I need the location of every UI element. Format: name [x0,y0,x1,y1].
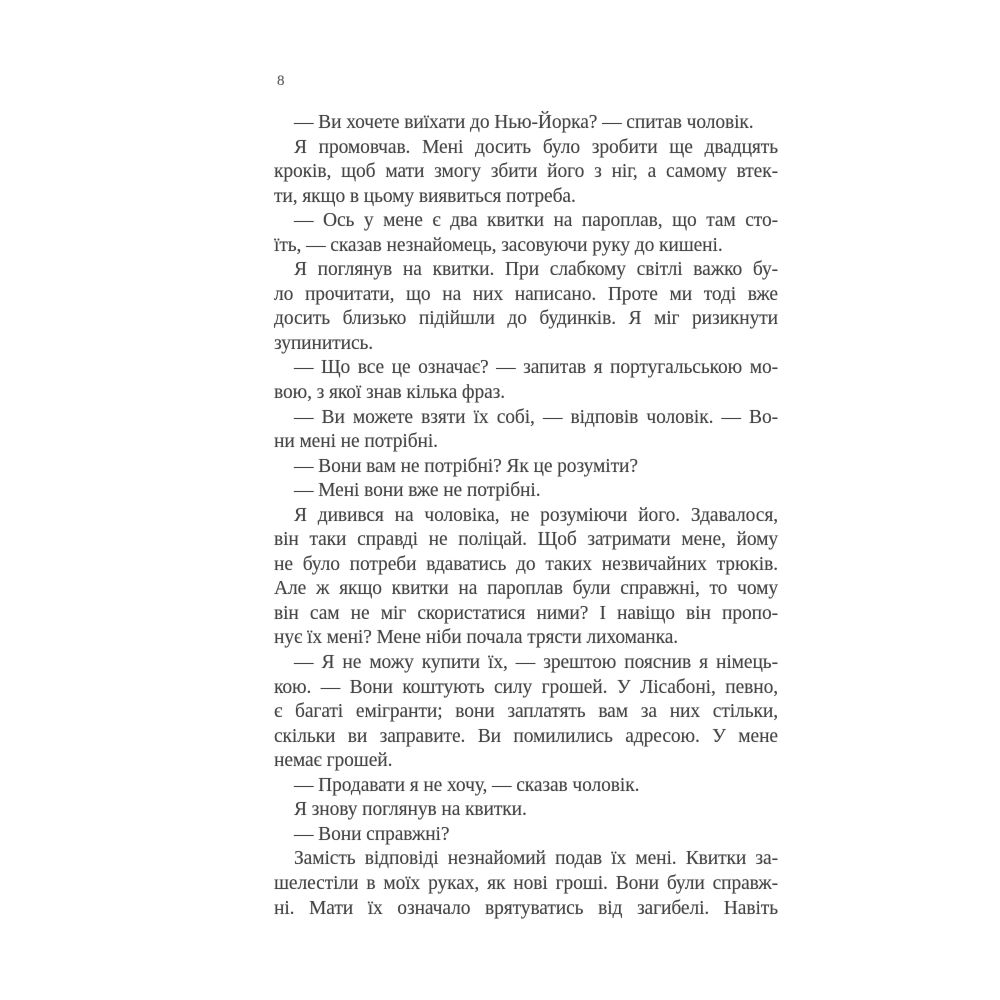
paragraph [274,136,778,210]
paragraph [274,406,778,455]
paragraph [274,774,778,799]
text-line: Замість відповіді незнайомий подав їх мені. Квитки за- [294,848,778,870]
text-line: — Що все це означає? — запитав я португальською мо- [294,357,778,379]
paragraph [274,455,778,480]
text-line: немає грошей. [274,750,393,772]
text-line: — Мені вони вже не потрібні. [294,480,541,502]
text-line: Я знову поглянув на квитки. [294,799,527,821]
text-line: зупинитись. [274,332,374,354]
paragraph [274,479,778,504]
text-line: — Ви хочете виїхати до Нью-Йорка? — спитав чоловік. [294,112,754,133]
text-line: не було потреби вдаватись до таких незвичайних трюків. [274,553,778,575]
paragraph [274,356,778,405]
text-line: він сам не міг скористатися ними? І навіщо він пропо- [274,602,778,624]
paragraph [274,504,778,651]
text-line: — Ви можете взяти їх собі, — відповів чоловік. — Во- [294,406,778,428]
text-line: — Вони справжні? [294,823,450,845]
text-line: ти, якщо в цьому виявиться потреба. [274,185,576,207]
paragraph [274,823,778,848]
text-line: він таки справді не поліцай. Щоб затримати мене, йому [274,529,778,551]
text-line: їть, — сказав незнайомець, засовуючи руку до кишені. [274,234,723,256]
paragraph [274,258,778,356]
text-line: Я промовчав. Мені досить було зробити ще двадцять [294,136,778,158]
text-line: Але ж якщо квитки на пароплав були справжні, то чому [274,578,778,600]
text-line: вою, з якої знав кілька фраз. [274,382,506,404]
text-line: ні. Мати їх означало врятуватись від загибелі. Навіть [274,897,778,919]
text-line: — Продавати я не хочу, — сказав чоловік. [294,774,640,796]
text-line: шелестіли в моїх руках, як нові гроші. Вони були справж- [274,872,778,894]
paragraph [274,847,778,921]
text-line: досить близько підійшли до будинків. Я міг ризикнути [274,308,778,330]
text-line: кою. — Вони коштують силу грошей. У Лісабоні, певно, [274,676,778,698]
text-line: — Ось у мене є два квитки на пароплав, що там сто- [294,210,778,232]
paragraph [274,111,778,136]
text-line: — Вони вам не потрібні? Як це розуміти? [294,455,638,477]
paragraph [274,651,778,774]
text-line: ни мені не потрібні. [274,431,438,453]
paragraph [274,798,778,823]
text-line: Я поглянув на квитки. При слабкому світлі важко бу- [294,259,778,281]
text-line: скільки ви заправите. Ви помилились адресою. У мене [274,725,778,747]
text-block [274,111,778,921]
paragraph [274,209,778,258]
text-line: кроків, щоб мати змогу збити його з ніг, а самому втек- [274,161,778,183]
text-line: Я дивився на чоловіка, не розуміючи його. Здавалося, [294,504,778,526]
page-number: 8 [277,73,285,89]
text-line: ло прочитати, що на них написано. Проте ми тоді вже [274,283,778,305]
text-line: нує їх мені? Мене ніби почала трясти лихоманка. [274,627,679,649]
text-line: — Я не можу купити їх, — зрештою пояснив я німець- [294,652,778,674]
text-line: є багаті емігранти; вони заплатять вам за них стільки, [274,701,778,723]
